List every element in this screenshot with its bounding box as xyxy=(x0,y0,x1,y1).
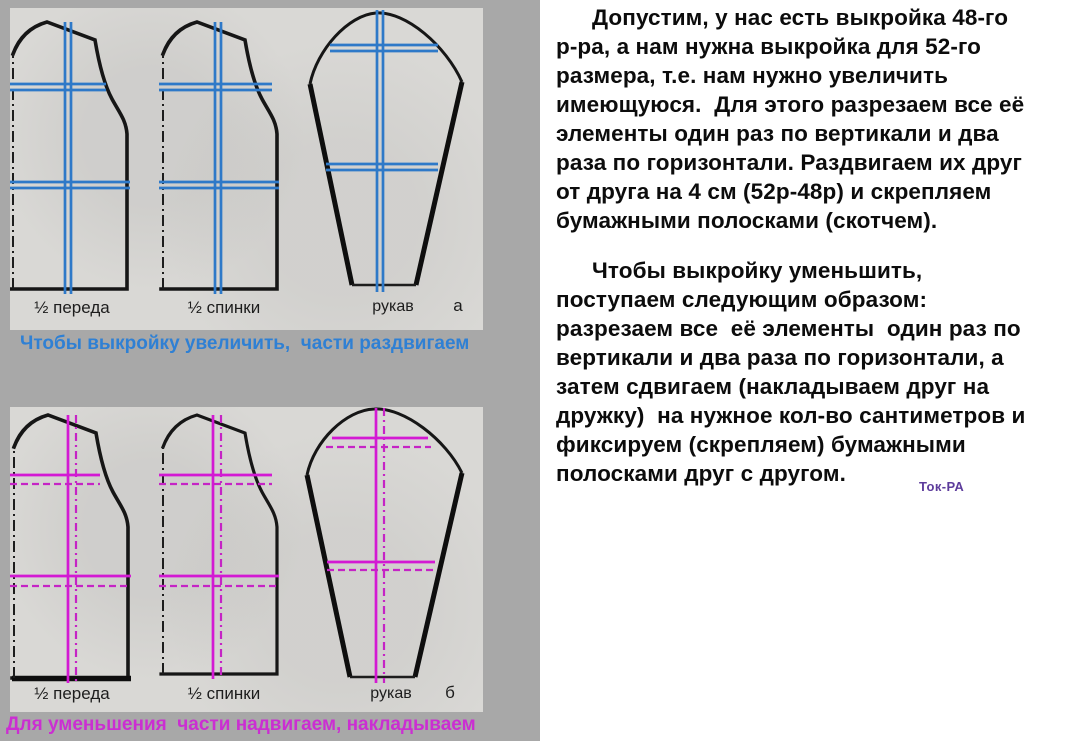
front-pattern-piece xyxy=(10,22,130,294)
author-signature: Ток-РА xyxy=(919,479,965,494)
text-line: бумажными полосками (скотчем). xyxy=(556,208,938,233)
text-line: полосками друг с другом. xyxy=(556,461,846,486)
back-overlap-lines xyxy=(159,415,279,679)
sleeve-label: рукав xyxy=(370,685,412,702)
sleeve-label: рукав xyxy=(372,298,414,315)
text-line: размера, т.е. нам нужно увеличить xyxy=(556,63,949,88)
text-line: вертикали и два раза по горизонтали, а xyxy=(556,345,1004,370)
front-label: ½ переда xyxy=(34,684,110,703)
text-line: разрезаем все её элементы один раз по xyxy=(556,316,1021,341)
front-outline xyxy=(12,415,128,678)
reduce-diagram xyxy=(10,407,483,712)
variant-label: б xyxy=(445,683,455,702)
front-outline xyxy=(11,22,127,289)
sleeve-pattern-piece xyxy=(307,408,462,683)
instruction-text xyxy=(556,3,1082,488)
front-spread-cut-lines xyxy=(10,22,130,294)
back-outline xyxy=(161,415,277,674)
text-line: Чтобы выкройку уменьшить, xyxy=(592,258,923,283)
text-line: затем сдвигаем (накладываем друг на xyxy=(556,374,990,399)
text-line: Допустим, у нас есть выкройка 48-го xyxy=(592,5,1009,30)
sleeve-pattern-piece xyxy=(310,10,462,292)
text-line: р-ра, а нам нужна выкройка для 52-го xyxy=(556,34,981,59)
sleeve-left-seam xyxy=(310,84,352,285)
paragraph-enlarge xyxy=(556,3,1082,235)
pattern-scan-enlarge xyxy=(10,8,483,330)
back-spread-cut-lines xyxy=(159,22,279,294)
sleeve-cap-curve xyxy=(310,13,462,84)
text-line: дружку) на нужное кол-во сантиметров и xyxy=(556,403,1026,428)
front-pattern-piece xyxy=(10,415,131,683)
enlarge-diagram xyxy=(10,8,483,330)
pattern-scan-reduce xyxy=(10,407,483,712)
back-label: ½ спинки xyxy=(187,684,261,703)
back-pattern-piece xyxy=(159,415,279,679)
caption-enlarge: Чтобы выкройку увеличить, части раздвигаем xyxy=(20,333,470,354)
sleeve-left-seam xyxy=(307,475,350,677)
caption-reduce: Для уменьшения части надвигаем, накладываем xyxy=(6,714,476,735)
text-line: от друга на 4 см (52р-48р) и скрепляем xyxy=(556,179,992,204)
text-line: раза по горизонтали. Раздвигаем их друг xyxy=(556,150,1023,175)
sleeve-right-seam xyxy=(415,473,462,677)
paragraph-reduce xyxy=(556,256,1082,488)
back-outline xyxy=(161,22,277,289)
variant-label: а xyxy=(453,296,463,315)
back-pattern-piece xyxy=(159,22,279,294)
back-label: ½ спинки xyxy=(187,298,261,317)
text-line: поступаем следующим образом: xyxy=(556,287,928,312)
sleeve-right-seam xyxy=(416,82,462,285)
text-line: элементы один раз по вертикали и два xyxy=(556,121,999,146)
text-line: фиксируем (скрепляем) бумажными xyxy=(556,432,966,457)
diagram-panel xyxy=(0,0,540,741)
front-label: ½ переда xyxy=(34,298,110,317)
front-overlap-lines xyxy=(10,415,131,683)
text-line: имеющуюся. Для этого разрезаем все её xyxy=(556,92,1025,117)
